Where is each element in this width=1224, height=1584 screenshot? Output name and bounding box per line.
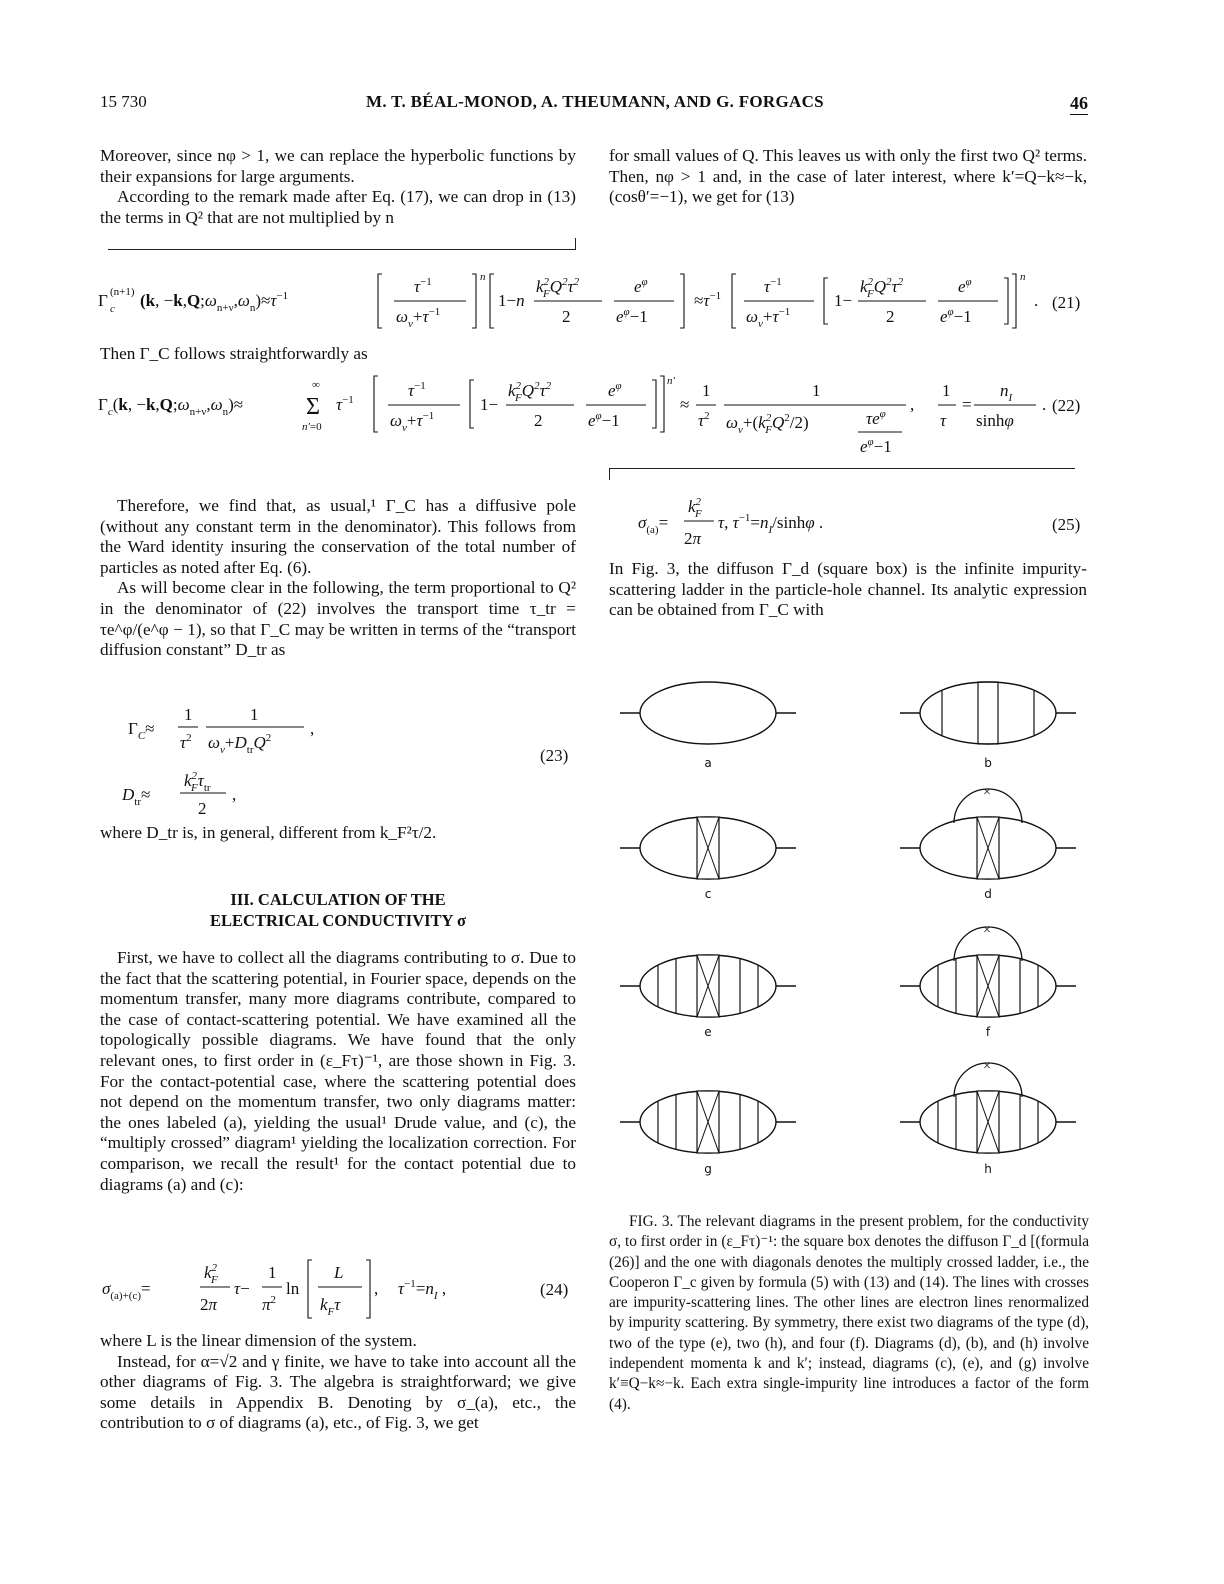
svg-text:1−: 1− (834, 291, 853, 310)
page-header (100, 92, 1090, 116)
svg-text:ων+τ−1: $\omega_\nu+\tau^{-1}$ (746, 306, 791, 330)
paragraph (100, 948, 576, 1195)
svg-text:=: = (962, 395, 972, 414)
svg-text:τ−1: $\tau^{-1}$ (764, 276, 782, 296)
paragraph: where D_tr is, in general, different from k_F²τ/2. (100, 823, 437, 842)
svg-text:≈: ≈ (680, 395, 690, 414)
diagram-g (620, 1091, 796, 1153)
svg-text:1: 1 (942, 381, 951, 400)
svg-text:ων+τ−1: $\omega_\nu+\tau^{-1}$ (396, 306, 441, 330)
svg-text:Γc(k, −k,Q;ωn+ν,ωn)≈: $\Gamma_c(k$, $-k,Q;\omega_{n+\nu},\omega_n)\approx$ (98, 395, 244, 418)
svg-text:ων+τ−1: $\omega_\nu+\tau^{-1}$ (390, 410, 435, 434)
svg-text:,: , (310, 719, 315, 738)
svg-text:,: , (374, 1279, 379, 1298)
diagram-f (900, 923, 1076, 1017)
equation-25 (636, 494, 926, 554)
svg-text:c: c (110, 303, 115, 315)
left-top-text (100, 146, 576, 228)
svg-text:eφ−1: $e^\varphi-1$ (588, 410, 620, 430)
svg-text:Σ: Σ (306, 394, 320, 420)
svg-text:1: 1 (268, 1263, 277, 1282)
equation-number-23: (23) (540, 746, 569, 765)
svg-text:k2FQ2τ2: $k^2$ $FQ^2\tau^2$ (860, 276, 904, 300)
svg-text:k2F: $k^2$ F (204, 1262, 218, 1286)
equation-21 (96, 262, 1096, 336)
svg-text:nI: $n_I$ (1000, 381, 1013, 404)
svg-text:2π: 2π (200, 1295, 218, 1314)
volume-number: 46 (1070, 93, 1088, 113)
diagram-e (620, 955, 796, 1017)
equation-number-21: (21) (1052, 293, 1081, 312)
svg-text:1: 1 (250, 705, 259, 724)
svg-text:τ, τ−1=nI/sinhφ .: τ, $\tau^{-1}=n_I$/sinhφ . (718, 512, 824, 536)
svg-text:eφ−1: $e^\varphi-1$ (616, 306, 648, 326)
section-heading-line: III. CALCULATION OF THE (230, 890, 446, 909)
paragraph: Instead, for α=√2 and γ finite, we have to take into account all the other diagrams of Fig. 3. The algebra is straightforward; we give some details in Appendix B. Denoting by σ_(a), etc., the contribution to σ of diagrams (a), etc., of Fig. 3, we get (100, 1351, 576, 1433)
svg-text:.: . (1034, 291, 1039, 310)
svg-text:τ: τ (940, 411, 947, 430)
svg-text:τ−1: $\tau^{-1}$ (414, 276, 432, 296)
svg-text:eφ−1: $e^\varphi-1$ (860, 436, 892, 456)
svg-text:n: n (1020, 271, 1026, 283)
diagram-label-h: h (984, 1162, 992, 1176)
diagram-d (900, 785, 1076, 879)
running-title: M. T. BÉAL-MONOD, A. THEUMANN, AND G. FORGACS (366, 92, 824, 111)
svg-text:n′=0: n′=0 (302, 421, 322, 433)
svg-text:1: 1 (184, 705, 193, 724)
svg-text:k2FQ2τ2: $k^2$ $FQ^2\tau^2$ (536, 276, 580, 300)
diagram-h (900, 1059, 1076, 1153)
svg-text:2: 2 (886, 307, 895, 326)
section-heading-line: ELECTRICAL CONDUCTIVITY σ (210, 911, 466, 930)
svg-text:2: 2 (562, 307, 571, 326)
diagram-label-c: c (704, 887, 712, 901)
diagram-label-b: b (984, 756, 992, 770)
left-body-text-1 (100, 496, 576, 661)
diagram-c (620, 817, 796, 879)
paragraph: In Fig. 3, the diffuson Γ_d (square box) is the infinite impurity-scattering ladder in the particle-hole channel. Its analytic expression can be obtained from Γ_C with (609, 559, 1087, 620)
eq22-intro: Then Γ_C follows straightforwardly as (100, 344, 368, 363)
svg-text:k2Fτtr: $k^2$ $F\tau_{tr}$ (184, 770, 211, 794)
paragraph: According to the remark made after Eq. (17), we can drop in (13) the terms in Q² that are not multiplied by n (100, 187, 576, 227)
paragraph: Therefore, we find that, as usual,¹ Γ_C has a diffusive pole (without any constant term in the denominator). This follows from the Ward identity insuring the conservation of the total number of particles as noted after Eq. (6). (100, 496, 576, 577)
column-rule-tick (609, 468, 610, 480)
svg-text:ων+DtrQ2: $\omega_\nu+D_{tr}Q^2$ (208, 732, 272, 756)
svg-text:eφ−1: $e^\varphi-1$ (940, 306, 972, 326)
svg-text:2π: 2π (684, 529, 702, 548)
paragraph-text: First, we have to collect all the diagrams contributing to σ. Due to the fact that the scattering potential, in Fourier space, depends on the momentum transfer, many more diagrams contribute, compared to the case of contact-scattering potential. We have examined all the topologically possible diagrams. We have found that the only relevant ones, to first order in (ε_Fτ)⁻¹, are those shown in Fig. 3. For the contact-potential case, where the scattering potential does not depend on the momentum transfer, two only diagrams matter: the ones labeled (a), yielding the usual¹ Drude value, and (c), the “multiply crossed” diagram¹ yielding the localization correction. For comparison, we recall the result¹ for the contact potential due to diagrams (a) and (c): (100, 948, 576, 1194)
svg-text:τ−: τ− (234, 1279, 250, 1298)
section-heading (100, 889, 576, 931)
svg-text:.: . (1042, 395, 1047, 414)
svg-text:kFτ: $k_F\tau$ (320, 1295, 341, 1318)
svg-text:∞: ∞ (312, 379, 320, 391)
svg-text:τ2: $\tau^2$ (698, 410, 710, 430)
paragraph: Moreover, since nφ > 1, we can replace the hyperbolic functions by their expansions for large arguments. (100, 146, 576, 186)
svg-text:π2: $\pi^2$ (262, 1294, 277, 1314)
equation-number-24: (24) (540, 1280, 569, 1299)
svg-text:eφ: $e^\varphi$ (608, 380, 622, 400)
svg-text:2: 2 (198, 799, 207, 818)
equation-24 (100, 1254, 520, 1326)
svg-text:n: n (480, 271, 486, 283)
column-rule (609, 468, 1075, 469)
diagram-a (620, 682, 796, 744)
svg-text:eφ: $e^\varphi$ (634, 276, 648, 296)
equation-number-25: (25) (1052, 515, 1081, 534)
svg-text:ων+(k2FQ2/2): $\omega_\nu+(k^2$ $FQ^2/2$) (726, 412, 809, 436)
diagram-label-f: f (985, 1025, 991, 1039)
svg-text:≈τ−1: $\approx\tau^{-1}$ (694, 290, 722, 310)
svg-text:σ(a)=: $\sigma_{(a)}=$ (638, 513, 669, 536)
svg-text:1: 1 (702, 381, 711, 400)
svg-text:1: 1 (812, 381, 821, 400)
svg-text:Γ: Γ (98, 291, 108, 310)
svg-text:σ(a)+(c)=: $\sigma_{(a)+(c)}=$ (102, 1279, 151, 1302)
svg-text:L: L (334, 1263, 344, 1282)
diagram-label-e: e (704, 1025, 712, 1039)
svg-text:τ−1=nI ,: $\tau^{-1}=n_I$ , (398, 1278, 447, 1302)
feynman-diagrams: × (600, 668, 1100, 1188)
svg-text:τ2: $\tau^2$ (180, 732, 192, 752)
svg-text:τeφ: $\tau e^\varphi$ (866, 408, 886, 428)
svg-text:eφ: $e^\varphi$ (958, 276, 972, 296)
svg-text:(k, −k,Q;ωn+ν,ωn)≈τ−1: (k, $-k,Q;\omega_{n+\nu},\omega_n)\approx\tau^{-1}$ (140, 290, 289, 314)
svg-text:,: , (910, 395, 915, 414)
svg-text:2: 2 (534, 411, 543, 430)
equation-number-22: (22) (1052, 396, 1081, 415)
figure-caption: FIG. 3. The relevant diagrams in the present problem, for the conductivity σ, to first order in (ε_Fτ)⁻¹: the square box denotes the diffuson Γ_d [(formula (26)] and the one with diagonals denotes the multiply crossed ladder, i.e., the Cooperon Γ_c given by formula (5) with (13) and (14). The lines with crosses are impurity-scattering lines. The other lines are electron lines renormalized by impurity scattering. By symmetry, there exist two diagrams of the type (d), two of the type (e), two (h), and four (f). Diagrams (d), (b), and (h) involve independent momenta k and k′; instead, diagrams (c), (e), and (g) involve k′≡Q−k≈−k. Each extra single-impurity line introduces a factor of the form (4). (609, 1213, 1089, 1413)
svg-text:k2F: $k^2$ F (688, 496, 702, 520)
svg-text:(n+1): (n+1) (110, 286, 135, 298)
svg-text:sinhφ: sinhφ (976, 411, 1014, 430)
svg-text:ΓC≈: $\Gamma_C\approx$ (128, 719, 155, 742)
svg-text:k2FQ2τ2: $k^2$ $FQ^2\tau^2$ (508, 380, 552, 404)
svg-text:n′: n′ (667, 375, 675, 387)
figure-3 (595, 605, 1100, 1188)
svg-text:,: , (232, 785, 237, 804)
svg-text:τ−1: $\tau^{-1}$ (336, 394, 354, 414)
page-number: 15 730 (100, 92, 147, 111)
equation-22 (96, 368, 1056, 460)
column-rule (108, 249, 576, 250)
svg-text:Dtr≈: $D_{tr}\approx$ (122, 785, 151, 808)
diagram-b (900, 682, 1076, 744)
paragraph: where L is the linear dimension of the system. (100, 1331, 417, 1350)
paragraph: for small values of Q. This leaves us with only the first two Q² terms. Then, nφ > 1 and, in the case of later interest, where k′=Q−k≈−k, (cosθ′=−1), we get for (13) (609, 146, 1087, 207)
svg-text:1−n: 1−n (498, 291, 525, 310)
diagram-label-d: d (984, 887, 992, 901)
equation-23 (122, 700, 386, 818)
svg-text:1−: 1− (480, 395, 499, 414)
svg-text:ln: ln (286, 1279, 300, 1298)
diagram-label-a: a (704, 756, 712, 770)
svg-text:τ−1: $\tau^{-1}$ (408, 380, 426, 400)
right-top-text (609, 146, 1087, 208)
diagram-label-g: g (704, 1162, 712, 1176)
left-body-text-2 (100, 1331, 576, 1434)
paragraph: As will become clear in the following, the term proportional to Q² in the denominator of (22) involves the transport time τ_tr = τe^φ/(e^φ − 1), so that Γ_C may be written in terms of the “transport diffusion constant” D_tr as (100, 578, 576, 660)
column-rule-tick (575, 238, 576, 249)
